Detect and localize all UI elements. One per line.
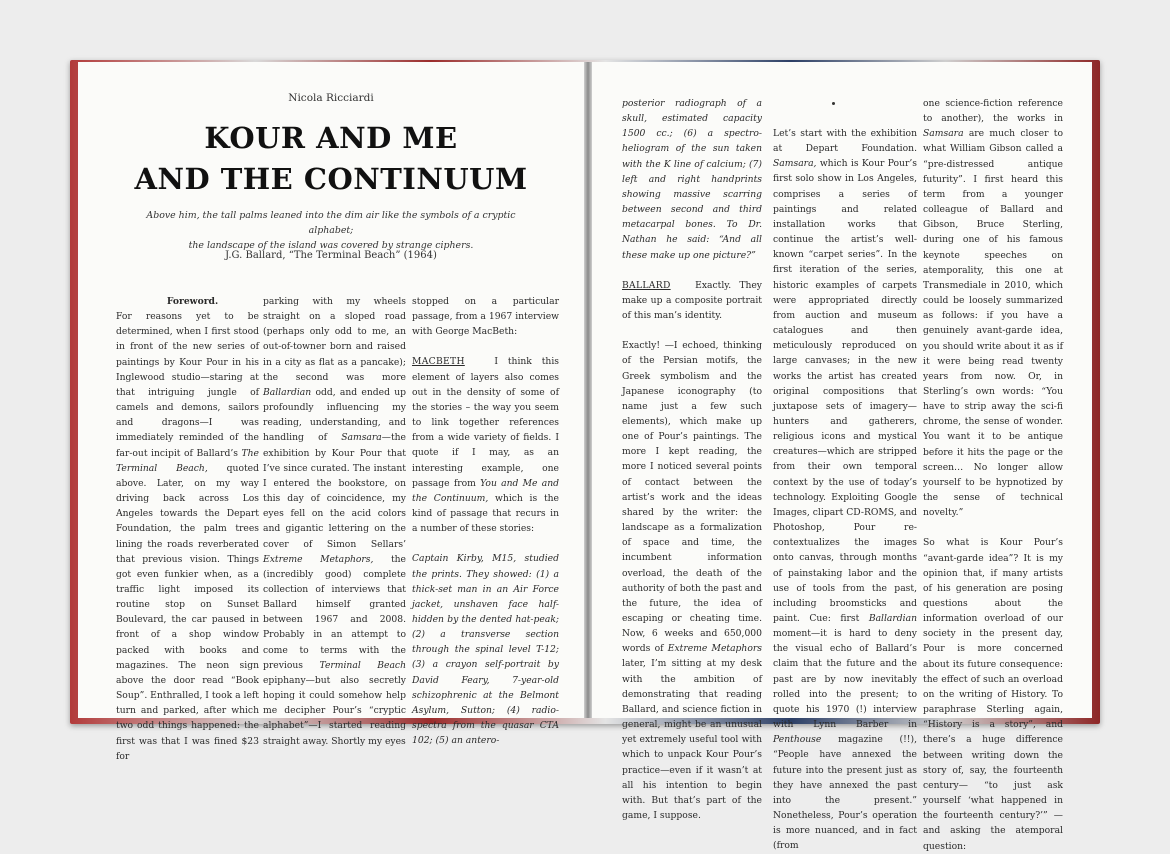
paragraph xyxy=(116,309,259,764)
italic-word: Ballardian xyxy=(868,613,918,624)
text-run: which is the kind of passage that recurs in a number of these stories: xyxy=(412,492,559,535)
italic-title: Extreme Metaphors xyxy=(667,643,762,655)
text-run: moment—it is hard to deny the visual echo of Ballard’s claim that the future and the past are by now inevitably rolled into the present; to quote his 1970 (!) interview with Lynn Barber in xyxy=(773,628,917,731)
left-column-1 xyxy=(116,294,259,764)
paragraph xyxy=(923,96,1063,520)
paragraph: stopped on a particular passage, from a 1967 interview with George MacBeth: xyxy=(412,296,559,338)
italic-title: Samsara xyxy=(341,432,382,444)
article-title: KOUR AND ME AND THE CONTINUUM xyxy=(134,121,528,196)
spacer xyxy=(412,536,559,551)
text-run: Exactly. They make up a composite portrait of this man’s identity. xyxy=(622,279,762,322)
epigraph-citation: J.G. Ballard, “The Terminal Beach” (1964) xyxy=(225,250,437,261)
right-column-3 xyxy=(923,96,1063,854)
epigraph: Above him, the tall palms leaned into the dim air like the symbols of a cryptic alphabet; the landscape of the island was covered by strange ciphers. xyxy=(146,210,516,251)
left-page xyxy=(78,62,584,762)
spacer xyxy=(412,339,559,354)
block-quote: posterior radiograph of a skull, estimated capacity 1500 cc.; (6) a spectro-heliogram of the sun taken with the K line of calcium; (7) left and right handprints showing massive scarring between second and third metacarpal bones. To Dr. Nathan he said: “And all these make up one picture?” xyxy=(622,98,762,261)
right-column-2 xyxy=(773,126,917,854)
right-column-1 xyxy=(622,96,762,823)
italic-title: Samsara, xyxy=(773,158,817,170)
text-run: parking with my wheels straight on a sloped road (perhaps only odd to me, an out-of-towner born and raised in a city as flat as a pancake); the second was more xyxy=(263,296,406,383)
section-dot xyxy=(832,102,835,105)
text-run: which is Kour Pour’s first solo show in Los Angeles, comprises a series of paintings and related installation works that continue the artist’s well-known “carpet series”. In the first iteration of the series, historic examples of carpets were appropriated directly from auction and museum catalogues and then meticulously reproduced on large canvases; in the new works the artist has created original compositions that juxtapose sets of imagery—hunters and gatherers, religious icons and mystical creatures—which are stripped from their own temporal context by the use of today’s technology. Exploiting Google Images, clipart CD-ROMS, and Photoshop, Pour re-contextualizes the images onto canvas, through months of painstaking labor and the use of tools from the past, including broomsticks and paint. Cue: first xyxy=(773,158,917,624)
paragraph: So what is Kour Pour’s “avant-garde idea”? It is my opinion that, if many artists of his generation are posing questions about the information overload of our society in the present day, Pour is more concerned about its future consequence: the effect of such an overload on the writing of History. To paraphrase Sterling again, “History is a story”, and there’s a huge difference between writing down the story of, say, the fourteenth century— “to just ask yourself ‘what happened in the fourteenth century?’” — and asking the atemporal question: xyxy=(923,537,1063,852)
italic-title: Terminal Beach xyxy=(319,659,406,671)
paragraph xyxy=(622,338,762,823)
italic-title: Penthouse xyxy=(773,734,822,746)
left-column-3 xyxy=(412,294,559,748)
text-run: Let’s start with the exhibition at Depart Foundation. xyxy=(773,128,917,155)
foreword-heading: Foreword. xyxy=(166,296,219,307)
speaker-label: MACBETH xyxy=(412,356,465,368)
spacer xyxy=(923,520,1063,535)
text-run: Exactly! —I echoed, thinking of the Persian motifs, the Greek symbolism and the Japanese iconography (to name just a few such elements), which make up one of Pour’s paintings. The more I kept reading, the more I noticed several points of contact between the artist’s work and the ideas shared by the writer: the landscape as a formalization of space and time, the incumbent information overload, the death of the authority of both the past and the future, the idea of escaping or cheating time. Now, 6 weeks and 650,000 words of xyxy=(622,340,762,655)
right-page xyxy=(592,62,1092,852)
italic-title: The Terminal Beach, xyxy=(116,447,259,474)
author-name: Nicola Ricciardi xyxy=(288,92,374,104)
text-run: I think this element of layers also comes out in the density of some of the stories – the way you seem to link together references from a wide variety of fields. I quote if I may, as an interesting example, one passage from xyxy=(412,356,559,489)
interview-quote xyxy=(412,354,559,536)
paragraph xyxy=(263,294,406,749)
interview-quote xyxy=(622,278,762,323)
text-run: —the exhibition by Kour Pour that I’ve since curated. The instant I entered the bookstore, on this day of coincidence, my eyes fell on the acid colors and gigantic lettering on the cover of Simon Sellars’ xyxy=(263,432,406,550)
spacer xyxy=(622,323,762,338)
text-run: the (incredibly good) complete collection of interviews that Ballard himself granted between 1967 and 2008. Probably in an attempt to come to terms with the previous xyxy=(263,553,406,671)
italic-title: Samsara xyxy=(923,128,964,140)
italic-title: You and Me and the Continuum, xyxy=(412,477,560,504)
italic-word: Ballardian xyxy=(263,386,312,398)
text-run: are much closer to what William Gibson called a “pre-distressed antique futurity”. I first heard this term from a younger colleague of Ballard and Gibson, Bruce Sterling, during one of his famous keynote speeches on atemporality, this one at Transmediale in 2010, which could be loosely summarized as follows: if you have a genuinely avant-garde idea, you should write about it as if it were being read twenty years from now. Or, in Sterling’s own words: “You have to strip away the sci-fi chrome, the sense of wonder. You want it to be antique before it hits the page or the screen… No longer allow yourself to be hypnotized by the sense of technical novelty.” xyxy=(923,128,1063,519)
paragraph xyxy=(773,126,917,854)
text-run: one science-fiction reference to another), the works in xyxy=(923,98,1063,125)
book-gutter xyxy=(584,62,592,718)
text-run: For reasons yet to be determined, when I first stood in front of the new series of paintings by Kour Pour in his Inglewood studio—staring at that intriguing jungle of camels and demons, sailors and dragons—I was immediately reminded of the far-out incipit of Ballard’s xyxy=(116,311,259,459)
text-run: quoted above. Later, on my way driving back across Los Angeles towards the Depart Foundation, the palm trees lining the roads reverberated that previous vision. Things got even funkier when, as a traffic light imposed its routine stop on Sunset Boulevard, the car paused in front of a shop window packed with books and magazines. The neon sign above the door read “Book Soup”. Enthralled, I took a left turn and parked, after which two odd things happened: the first was that I was fined $23 for xyxy=(116,462,259,762)
left-column-2 xyxy=(263,294,406,749)
text-run: odd, and ended up profoundly influencing my reading, understanding, and handling of xyxy=(263,386,407,444)
text-run: magazine (!!), “People have annexed the future into the present just as they have annexed the past into the present.” Nonetheless, Pour’s operation is more nuanced, and in fact (from xyxy=(773,734,917,852)
block-quote: Captain Kirby, M15, studied the prints. They showed: (1) a thick-set man in an Air Force jacket, unshaven face half-hidden by the dented hat-peak; (2) a transverse section through the spinal level T-12; (3) a crayon self-portrait by David Feary, 7-year-old schizophrenic at the Belmont Asylum, Sutton; (4) radio-spectra from the quasar CTA 102; (5) an antero- xyxy=(412,553,559,747)
text-run: epiphany—but also secretly hoping it could somehow help me decipher Pour’s “cryptic alphabet”—I started reading straight away. Shortly my eyes xyxy=(263,674,406,747)
speaker-label: BALLARD xyxy=(622,279,671,291)
spacer xyxy=(622,263,762,278)
text-run: later, I’m sitting at my desk with the ambition of demonstrating that reading Ballard, and science fiction in general, might be an unusual yet extremely useful tool with which to unpack Kour Pour’s practice—even if it wasn’t at all his intention to begin with. But that’s part of the game, I suppose. xyxy=(622,658,762,822)
italic-title: Extreme Metaphors, xyxy=(263,553,374,565)
